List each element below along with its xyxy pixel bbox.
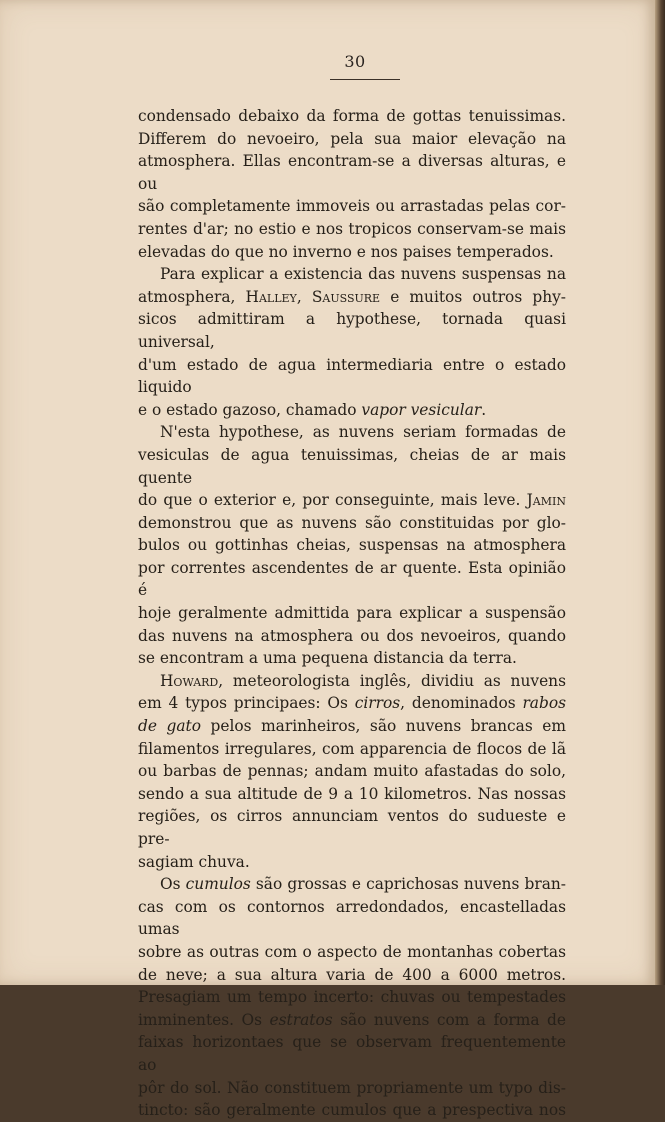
text-line: do que o exterior e, por conseguinte, mais leve. Jamin — [138, 491, 566, 510]
book-spine-edge — [655, 0, 665, 985]
italic-term: de gato — [138, 717, 201, 736]
header-rule — [330, 79, 400, 80]
text-line: condensado debaixo da forma de gottas tenuissimas. — [138, 107, 566, 125]
text-line: Para explicar a existencia das nuvens suspensas na — [160, 265, 566, 284]
italic-term: rabos — [522, 694, 566, 713]
text-line: regiões, os cirros annunciam ventos do sudueste e pre- — [138, 807, 566, 848]
italic-term: estratos — [269, 1010, 333, 1029]
text-line: de gato pelos marinheiros, são nuvens brancas em — [138, 717, 566, 736]
text-line: Presagiam um tempo incerto: chuvas ou tempestades — [138, 988, 566, 1007]
text-line: atmosphera. Ellas encontram-se a diversas alturas, e ou — [138, 152, 566, 193]
text-line: rentes d'ar; no estio e nos tropicos conservam-se mais — [138, 219, 566, 238]
text-line: sagiam chuva. — [138, 852, 250, 871]
text-line: de neve; a sua altura varia de 400 a 6000 metros. — [138, 965, 566, 984]
text-line: ou barbas de pennas; andam muito afastadas do solo, — [138, 762, 566, 781]
body-text — [138, 105, 566, 1122]
author-name: Jamin — [526, 491, 566, 510]
text-line: são completamente immoveis ou arrastadas pelas cor- — [138, 197, 566, 216]
text-line: tincto: são geralmente cumulos que a prespectiva nos — [138, 1101, 566, 1120]
text-line: sobre as outras com o aspecto de montanhas cobertas — [138, 942, 566, 961]
text-line: cas com os contornos arredondados, encastelladas umas — [138, 897, 566, 939]
author-name: Howard — [160, 671, 219, 690]
text-line: pôr do sol. Não constituem propriamente um typo dis- — [138, 1078, 566, 1097]
text-line: N'esta hypothese, as nuvens seriam formadas de — [160, 423, 566, 442]
text-line: e o estado gazoso, chamado vapor vesicular. — [138, 400, 487, 419]
text-line: em 4 typos principaes: Os cirros, denominados rabos — [138, 694, 566, 713]
text-line: hoje geralmente admittida para explicar a suspensão — [138, 604, 566, 623]
text-line: demonstrou que as nuvens são constituidas por glo- — [138, 513, 566, 532]
text-line: se encontram a uma pequena distancia da terra. — [138, 649, 517, 668]
page-number: 30 — [344, 52, 366, 71]
italic-term: cirros — [354, 694, 401, 713]
text-line: das nuvens na atmosphera ou dos nevoeiros, quando — [138, 626, 566, 645]
author-name: Halley — [245, 287, 297, 306]
text-line: sicos admittiram a hypothese, tornada quasi universal, — [138, 310, 566, 351]
text-line: sendo a sua altitude de 9 a 10 kilometros. Nas nossas — [138, 784, 566, 803]
text-line: atmosphera, Halley, Saussure e muitos outros phy- — [138, 287, 567, 306]
text-line: faixas horizontaes que se observam frequentemente ao — [138, 1033, 566, 1074]
text-line: Os cumulos são grossas e caprichosas nuvens bran- — [160, 875, 566, 894]
text-line: filamentos irregulares, com apparencia de flocos de lã — [138, 739, 566, 758]
text-line: bulos ou gottinhas cheias, suspensas na atmosphera — [138, 536, 566, 555]
text-line: Howard, meteorologista inglês, dividiu as nuvens — [160, 671, 566, 690]
text-line: elevadas do que no inverno e nos paises temperados. — [138, 242, 554, 261]
text-line: d'um estado de agua intermediaria entre o estado liquido — [138, 355, 566, 397]
text-line: vesiculas de agua tenuissimas, cheias de ar mais quente — [138, 445, 566, 487]
author-name: Saussure — [311, 287, 381, 306]
text-line: imminentes. Os estratos são nuvens com a forma de — [138, 1010, 566, 1029]
italic-term: vapor vesicular — [361, 400, 482, 419]
italic-term: cumulos — [185, 875, 251, 894]
text-line: Differem do nevoeiro, pela sua maior elevação na — [138, 129, 566, 148]
text-line: por correntes ascendentes de ar quente. Esta opinião é — [138, 558, 566, 600]
